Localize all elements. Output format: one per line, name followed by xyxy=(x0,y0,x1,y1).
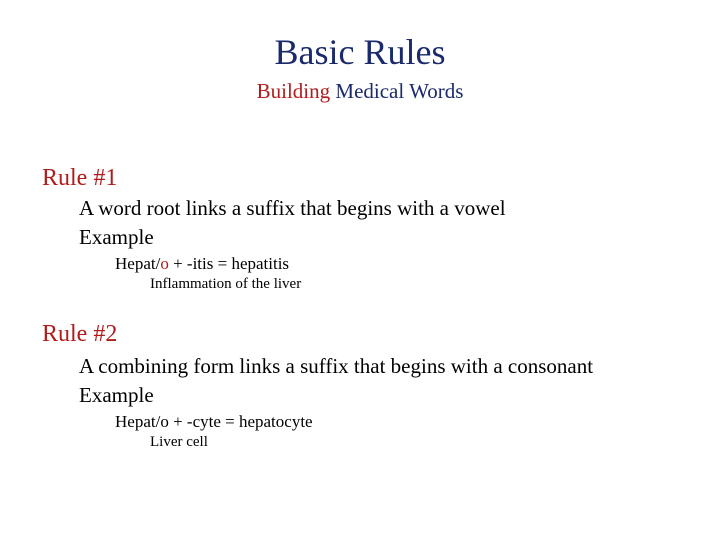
subtitle-highlight: Building xyxy=(256,79,331,103)
rule-2-statement: A combining form links a suffix that begins with a consonant xyxy=(79,354,594,378)
rule-2-meaning: Liver cell xyxy=(150,434,208,450)
rule-1-example-rest: + -itis = hepatitis xyxy=(168,254,290,273)
rule-1-heading: Rule #1 xyxy=(42,165,118,191)
rule-1-example-prefix: Hepat/ xyxy=(115,254,161,273)
rule-1-example-vowel: o xyxy=(160,254,169,273)
subtitle-rest: Medical Words xyxy=(330,79,464,103)
slide-subtitle xyxy=(0,81,720,102)
slide-title: Basic Rules xyxy=(274,32,446,72)
rule-2-example: Hepat/o + -cyte = hepatocyte xyxy=(115,412,313,431)
rule-2-example-label: Example xyxy=(79,383,154,407)
rule-1-statement: A word root links a suffix that begins with a vowel xyxy=(79,196,506,220)
rule-1-example-label: Example xyxy=(79,225,154,249)
rule-1-example xyxy=(115,255,289,272)
rule-1-meaning: Inflammation of the liver xyxy=(150,276,302,292)
rule-2-heading: Rule #2 xyxy=(42,321,118,347)
